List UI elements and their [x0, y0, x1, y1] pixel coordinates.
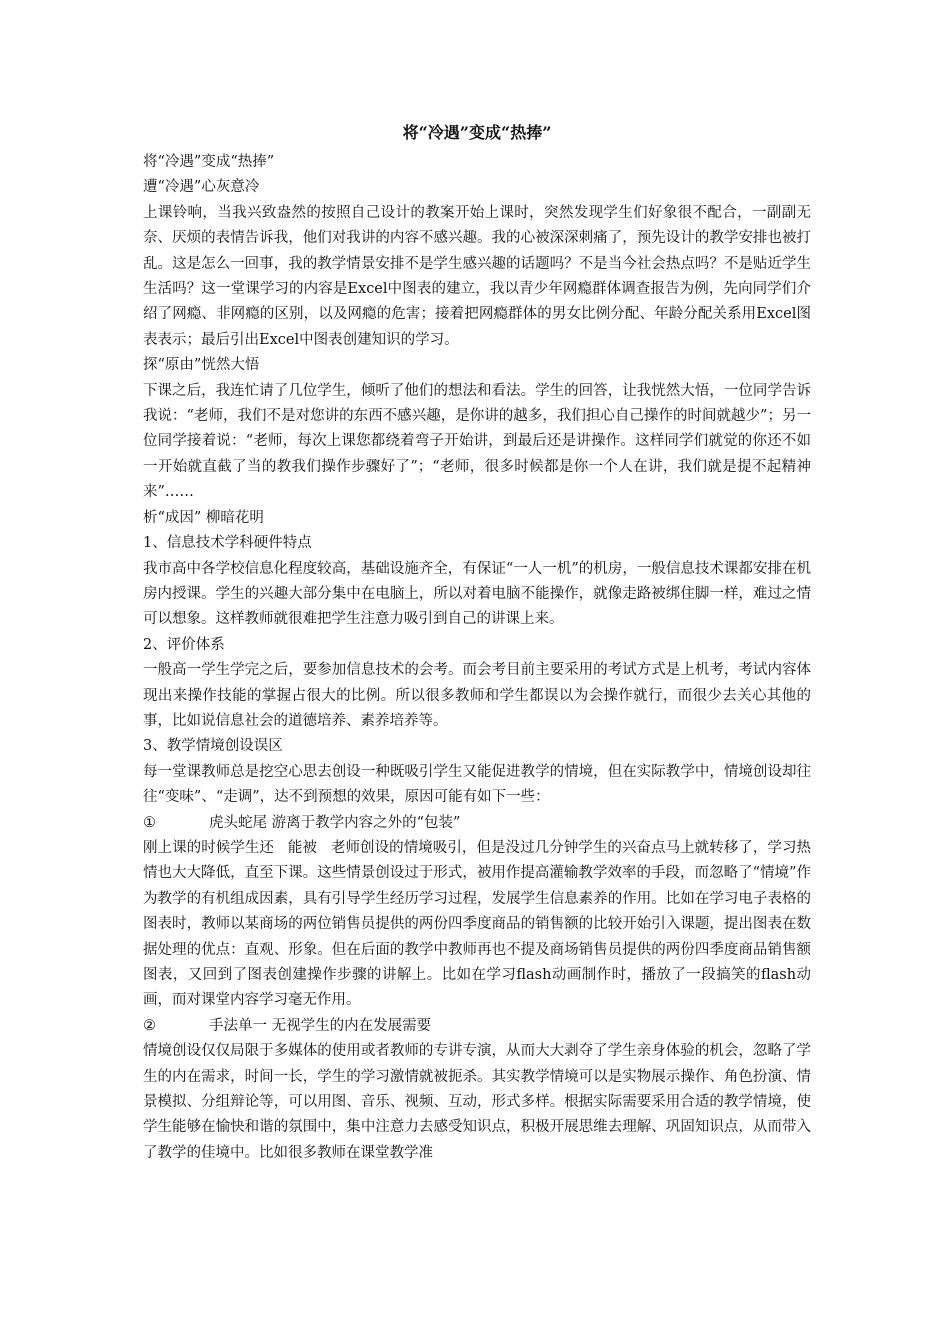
- paragraph: 将“冷遇”变成“热捧”: [143, 154, 275, 170]
- subheading: 3、教学情境创设误区: [143, 738, 283, 755]
- subheading: 2、评价体系: [143, 636, 225, 653]
- document-page: [143, 118, 811, 1166]
- section-heading: 探“原由”恍然大悟: [143, 357, 260, 374]
- list-marker: ①: [143, 814, 156, 831]
- paragraph: 上课铃响，当我兴致盎然的按照自己设计的教案开始上课时，突然发现学生们好象很不配合，一副副无奈、厌烦的表情告诉我，他们对我讲的内容不感兴趣。我的心被深深刺痛了，预先设计的教学安排也被打乱。这是怎么一回事，我的教学情景安排不是学生感兴趣的话题吗？不是当今社会热点吗？不是贴近学生生活吗？这一堂课学习的内容是Excel中图表的建立，我以青少年网瘾群体调查报告为例，先向同学们介绍了网瘾、非网瘾的区别，以及网瘾的危害；接着把网瘾群体的男女比例分配、年龄分配关系用Excel图表表示；最后引出Excel中图表创建知识的学习。: [143, 204, 811, 348]
- list-item-text: 虎头蛇尾 游离于教学内容之外的“包装”: [209, 814, 461, 831]
- paragraph: 每一堂课教师总是挖空心思去创设一种既吸引学生又能促进教学的情境，但在实际教学中，情境创设却往往“变味”、“走调”，达不到预想的效果，原因可能有如下一些：: [143, 763, 811, 806]
- document-title: 将“冷遇”变成“热捧”: [402, 123, 552, 142]
- list-marker: ②: [143, 1017, 156, 1034]
- subheading: 1、信息技术学科硬件特点: [143, 535, 312, 552]
- section-heading: 析“成因” 柳暗花明: [143, 509, 264, 526]
- list-item: [143, 811, 811, 836]
- paragraph: 我市高中各学校信息化程度较高，基础设施齐全，有保证“一人一机”的机房，一般信息技术课都安排在机房内授课。学生的兴趣大部分集中在电脑上，所以对着电脑不能操作，就像走路被绑住脚一样，难过之情可以想象。这样教师就很难把学生注意力吸引到自己的讲课上来。: [143, 560, 811, 628]
- paragraph: 情境创设仅仅局限于多媒体的使用或者教师的专讲专演，从而大大剥夺了学生亲身体验的机会，忽略了学生的内在需求，时间一长，学生的学习激情就被扼杀。其实教学情境可以是实物展示操作、角色扮演、情景模拟、分组辩论等，可以用图、音乐、视频、互动，形式多样。根据实际需要采用合适的教学情境，使学生能够在愉快和谐的氛围中，集中注意力去感受知识点，积极开展思维去理解、巩固知识点，从而带入了教学的佳境中。比如很多教师在课堂教学准: [143, 1043, 811, 1161]
- paragraph: 刚上课的时候学生还 能被 老师创设的情境吸引，但是没过几分钟学生的兴奋点马上就转移了，学习热情也大大降低，直至下课。这些情景创设过于形式，被用作提高灌输教学效率的手段，而忽略了“情境”作为教学的有机组成因素，具有引导学生经历学习过程，发展学生信息素养的作用。比如在学习电子表格的图表时，教师以某商场的两位销售员提供的两份四季度商品的销售额的比较开始引入课题，提出图表在数据处理的优点：直观、形象。但在后面的教学中教师再也不提及商场销售员提供的两份四季度商品销售额图表，又回到了图表创建操作步骤的讲解上。比如在学习flash动画制作时，播放了一段搞笑的flash动画，而对课堂内容学习毫无作用。: [143, 839, 811, 1009]
- list-item: [143, 1014, 811, 1039]
- paragraph: 下课之后，我连忙请了几位学生，倾听了他们的想法和看法。学生的回答，让我恍然大悟，一位同学告诉我说：“老师，我们不是对您讲的东西不感兴趣，是你讲的越多，我们担心自己操作的时间就越少”；另一位同学接着说：“老师，每次上课您都绕着弯子开始讲，到最后还是讲操作。这样同学们就觉的你还不如一开始就直截了当的教我们操作步骤好了”；“老师，很多时候都是你一个人在讲，我们就是提不起精神来”……: [143, 382, 811, 501]
- section-heading: 遭“冷遇”心灰意冷: [143, 179, 260, 196]
- list-item-text: 手法单一 无视学生的内在发展需要: [209, 1017, 432, 1034]
- paragraph: 一般高一学生学完之后，要参加信息技术的会考。而会考目前主要采用的考试方式是上机考，考试内容体现出来操作技能的掌握占很大的比例。所以很多教师和学生都误以为会操作就行，而很少去关心其他的事，比如说信息社会的道德培养、素养培养等。: [143, 662, 811, 729]
